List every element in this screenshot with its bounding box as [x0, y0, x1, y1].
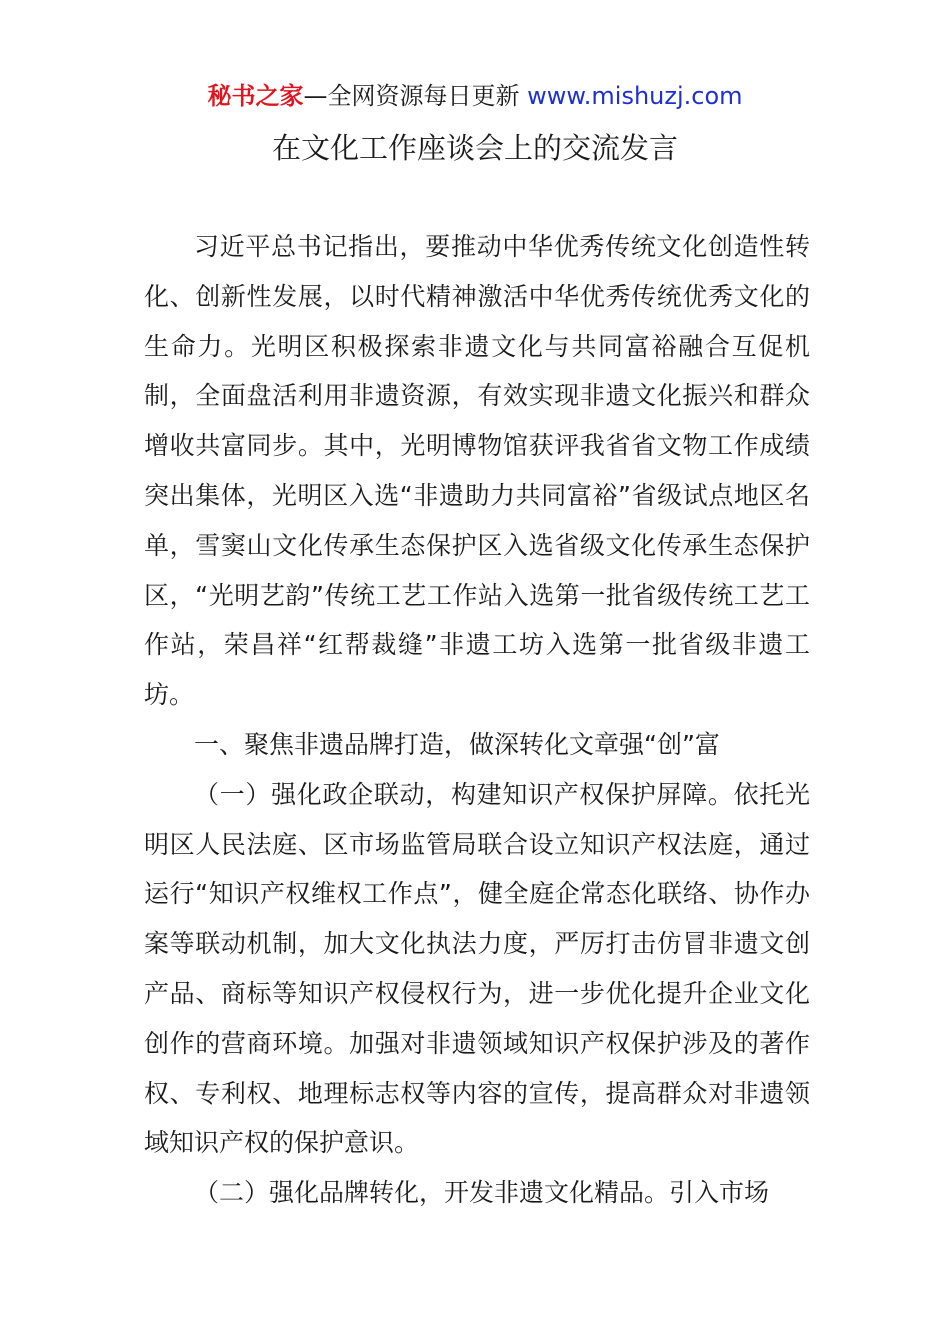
- site-brand: 秘书之家: [207, 82, 304, 110]
- site-url-link[interactable]: www.mishuzj.com: [527, 82, 743, 110]
- paragraph-intro: 习近平总书记指出，要推动中华优秀传统文化创造性转化、创新性发展，以时代精神激活中华优秀传统优秀文化的生命力。光明区积极探索非遗文化与共同富裕融合互促机制，全面盘活利用非遗资源，有效实现非遗文化振兴和群众增收共富同步。其中，光明博物馆获评我省省文物工作成绩突出集体，光明区入选“非遗助力共同富裕”省级试点地区名单，雪窦山文化传承生态保护区入选省级文化传承生态保护区，“光明艺韵”传统工艺工作站入选第一批省级传统工艺工作站，荣昌祥“红帮裁缝”非遗工坊入选第一批省级非遗工坊。: [144, 232, 810, 710]
- document-title: 在文化工作座谈会上的交流发言: [271, 131, 678, 165]
- document-body: [144, 222, 810, 1218]
- site-slogan: —全网资源每日更新: [303, 82, 528, 110]
- section-heading-1: 一、聚焦非遗品牌打造，做深转化文章强“创”富: [194, 729, 720, 759]
- paragraph-subsection-1: （一）强化政企联动，构建知识产权保护屏障。依托光明区人民法庭、区市场监管局联合设立知识产权法庭，通过运行“知识产权维权工作点”，健全庭企常态化联络、协作办案等联动机制，加大文化执法力度，严厉打击仿冒非遗文创产品、商标等知识产权侵权行为，进一步优化提升企业文化创作的营商环境。加强对非遗领域知识产权保护涉及的著作权、专利权、地理标志权等内容的宣传，提高群众对非遗领域知识产权的保护意识。: [144, 779, 810, 1158]
- paragraph-subsection-2: （二）强化品牌转化，开发非遗文化精品。引入市场: [194, 1178, 770, 1208]
- site-header: [0, 80, 950, 112]
